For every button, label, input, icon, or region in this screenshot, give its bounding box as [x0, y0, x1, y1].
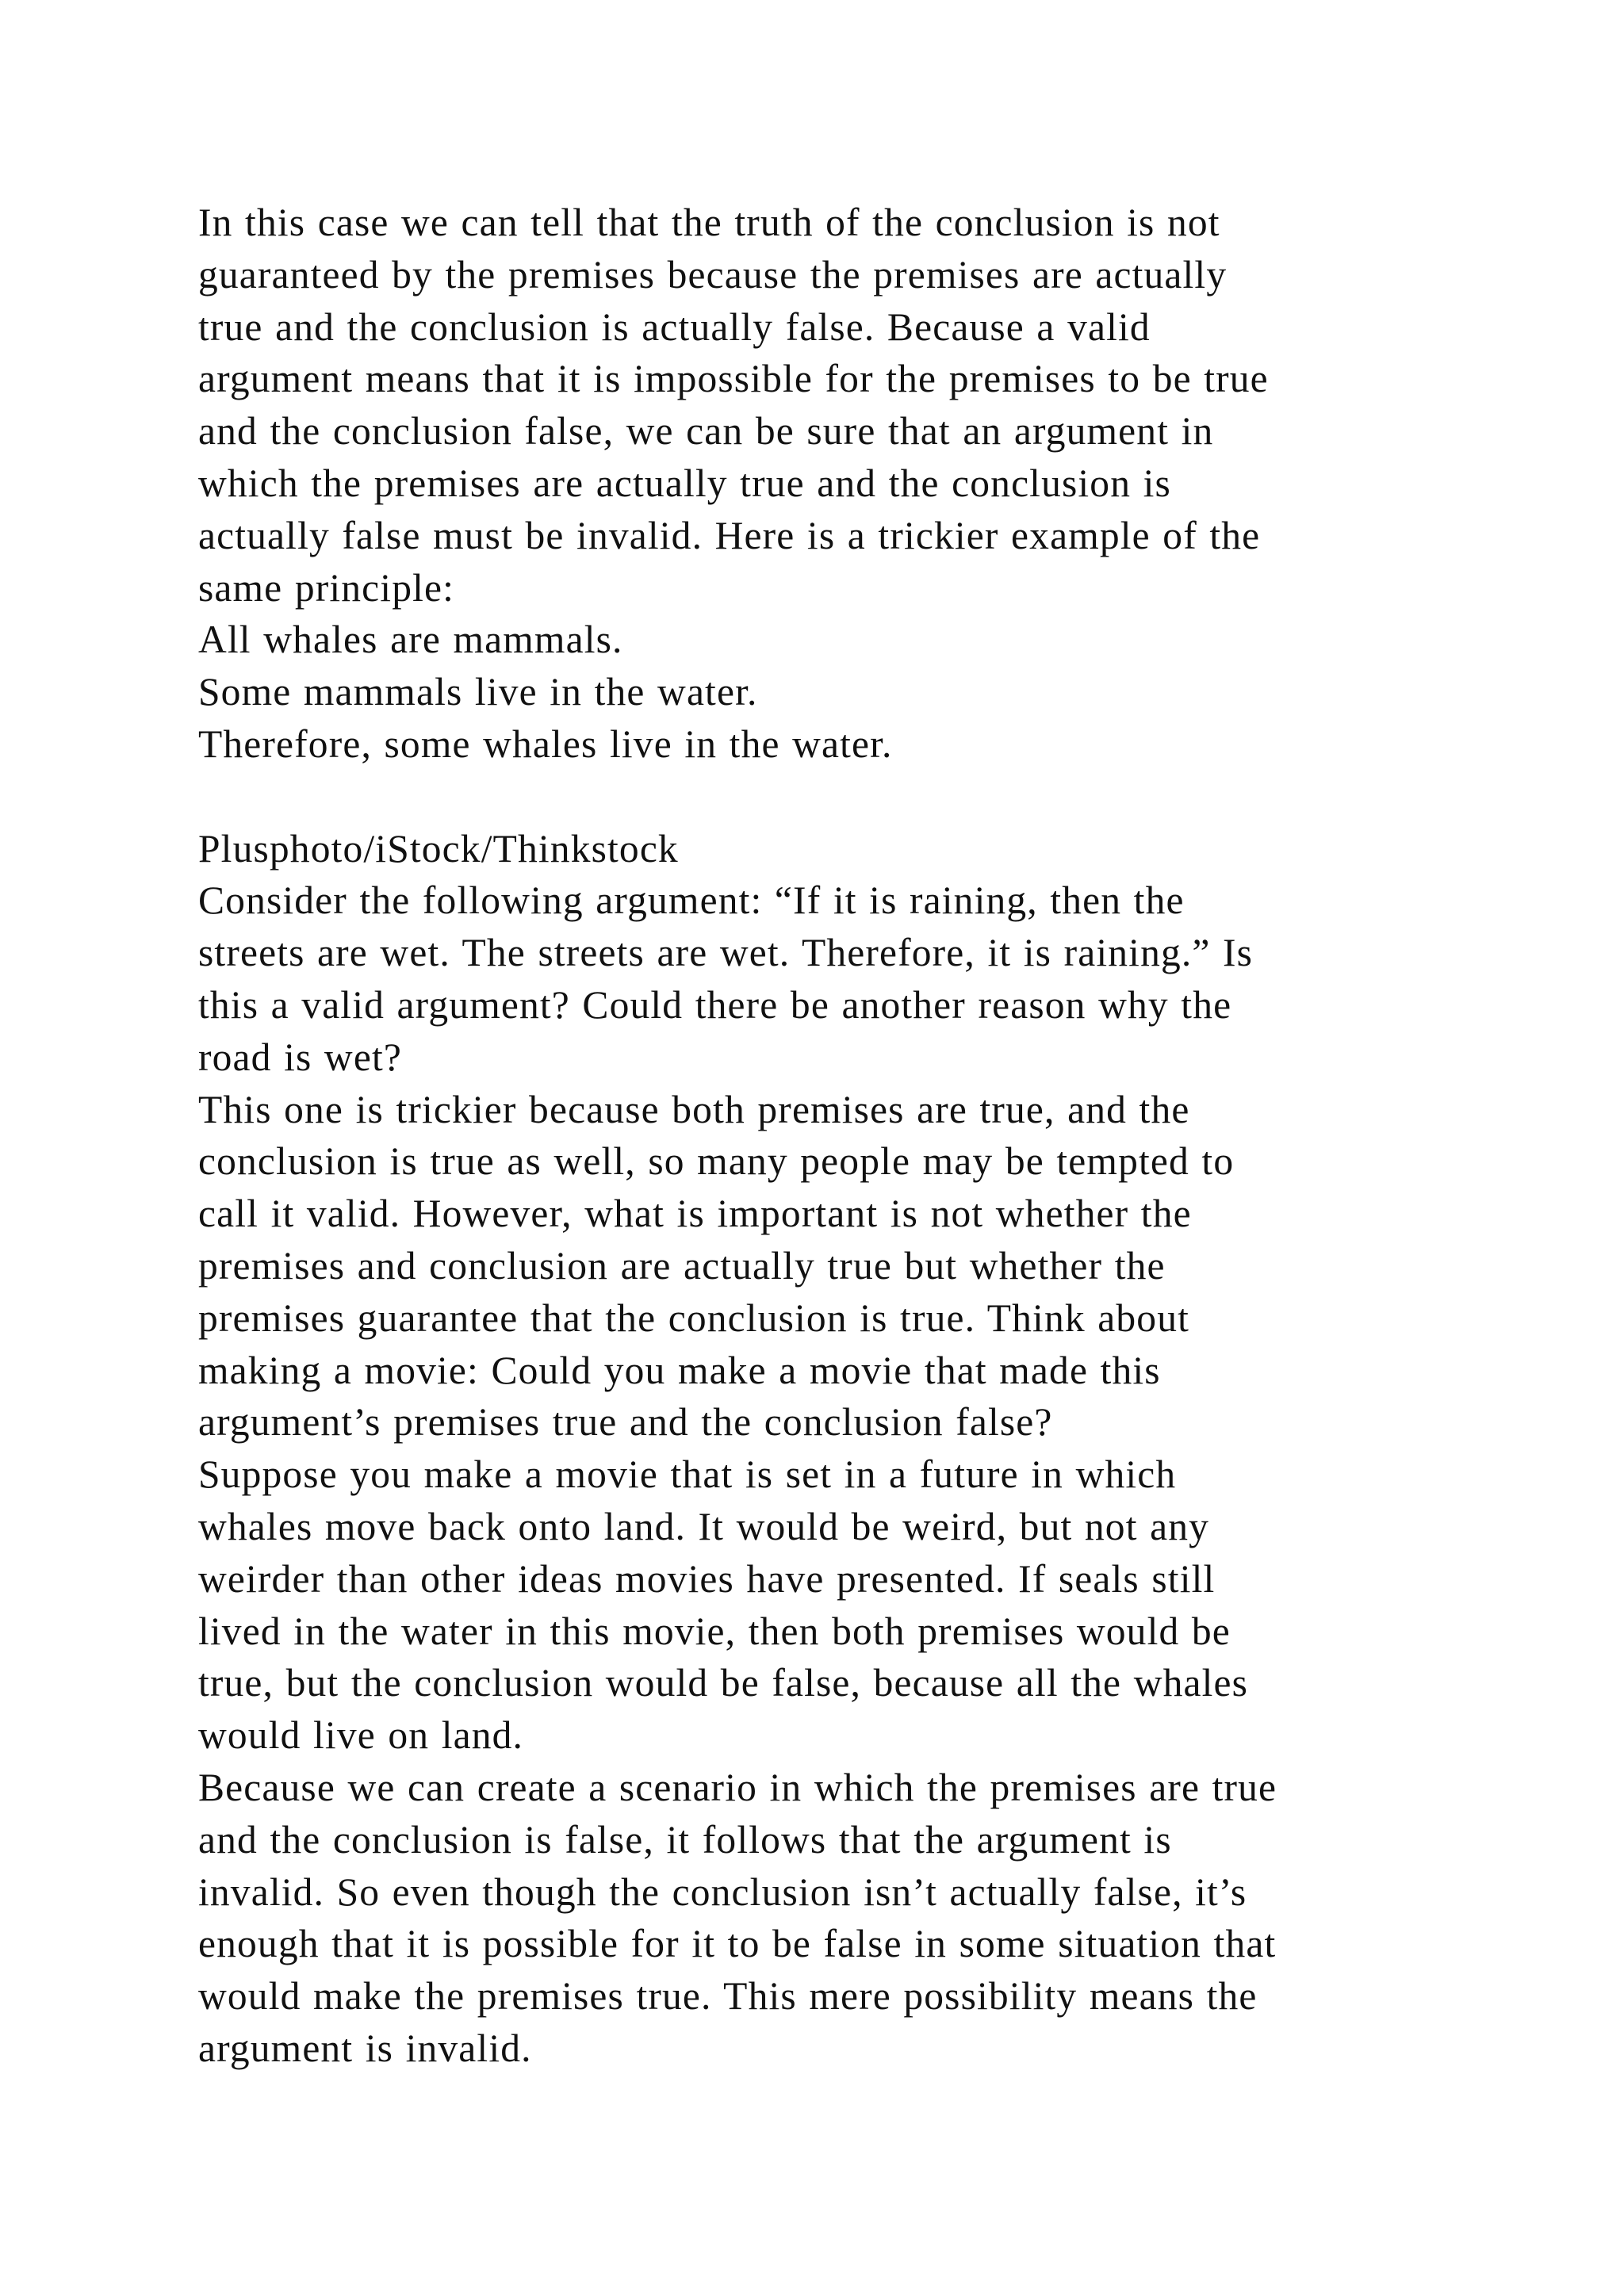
text-line: weirder than other ideas movies have presented. If seals still — [198, 1556, 1216, 1601]
premise-1: All whales are mammals. — [198, 618, 623, 662]
text-line: actually false must be invalid. Here is a trickier example of the — [198, 513, 1261, 557]
text-line: Suppose you make a movie that is set in a future in which — [198, 1452, 1177, 1497]
text-line: argument’s premises true and the conclusion false? — [198, 1400, 1053, 1445]
text-line: guaranteed by the premises because the premises are actually — [198, 252, 1228, 297]
photo-credit: Plusphoto/iStock/Thinkstock — [198, 826, 679, 871]
text-line: and the conclusion false, we can be sure that an argument in — [198, 409, 1214, 453]
text-line: conclusion is true as well, so many people may be tempted to — [198, 1139, 1235, 1184]
spacer — [198, 771, 1499, 823]
document-body — [198, 197, 1499, 2075]
text-line: premises guarantee that the conclusion is true. Think about — [198, 1295, 1189, 1340]
example-argument — [198, 614, 1499, 770]
paragraph-2 — [198, 1084, 1499, 1449]
text-line: would live on land. — [198, 1713, 524, 1758]
text-line: premises and conclusion are actually true but whether the — [198, 1243, 1166, 1288]
paragraph-4 — [198, 1762, 1499, 2075]
text-line: whales move back onto land. It would be weird, but not any — [198, 1504, 1210, 1548]
text-line: road is wet? — [198, 1035, 402, 1079]
premise-2: Some mammals live in the water. — [198, 670, 758, 714]
text-line: argument is invalid. — [198, 2026, 532, 2070]
text-line: true and the conclusion is actually false. Because a valid — [198, 304, 1151, 349]
text-line: streets are wet. The streets are wet. Therefore, it is raining.” Is — [198, 931, 1254, 975]
text-line: lived in the water in this movie, then both premises would be — [198, 1609, 1231, 1653]
text-line: same principle: — [198, 565, 455, 610]
text-line: Consider the following argument: “If it is raining, then the — [198, 878, 1185, 923]
text-line: would make the premises true. This mere possibility means the — [198, 1974, 1258, 2019]
text-line: This one is trickier because both premises are true, and the — [198, 1087, 1190, 1131]
text-line: In this case we can tell that the truth of the conclusion is not — [198, 201, 1220, 244]
text-line: enough that it is possible for it to be false in some situation that — [198, 1922, 1277, 1966]
text-line: Because we can create a scenario in which the premises are true — [198, 1765, 1277, 1809]
text-line: invalid. So even though the conclusion isn’t actually false, it’s — [198, 1869, 1247, 1914]
paragraph-3 — [198, 1448, 1499, 1762]
text-line: making a movie: Could you make a movie that made this — [198, 1348, 1161, 1392]
photo-caption — [198, 874, 1499, 1083]
paragraph-1 — [198, 197, 1499, 614]
text-line: call it valid. However, what is important is not whether the — [198, 1192, 1192, 1236]
text-line: true, but the conclusion would be false, because all the whales — [198, 1661, 1249, 1705]
conclusion: Therefore, some whales live in the water. — [198, 721, 893, 766]
text-line: this a valid argument? Could there be another reason why the — [198, 982, 1232, 1027]
text-line: and the conclusion is false, it follows that the argument is — [198, 1817, 1172, 1862]
text-line: which the premises are actually true and the conclusion is — [198, 461, 1171, 505]
text-line: argument means that it is impossible for the premises to be true — [198, 357, 1269, 401]
